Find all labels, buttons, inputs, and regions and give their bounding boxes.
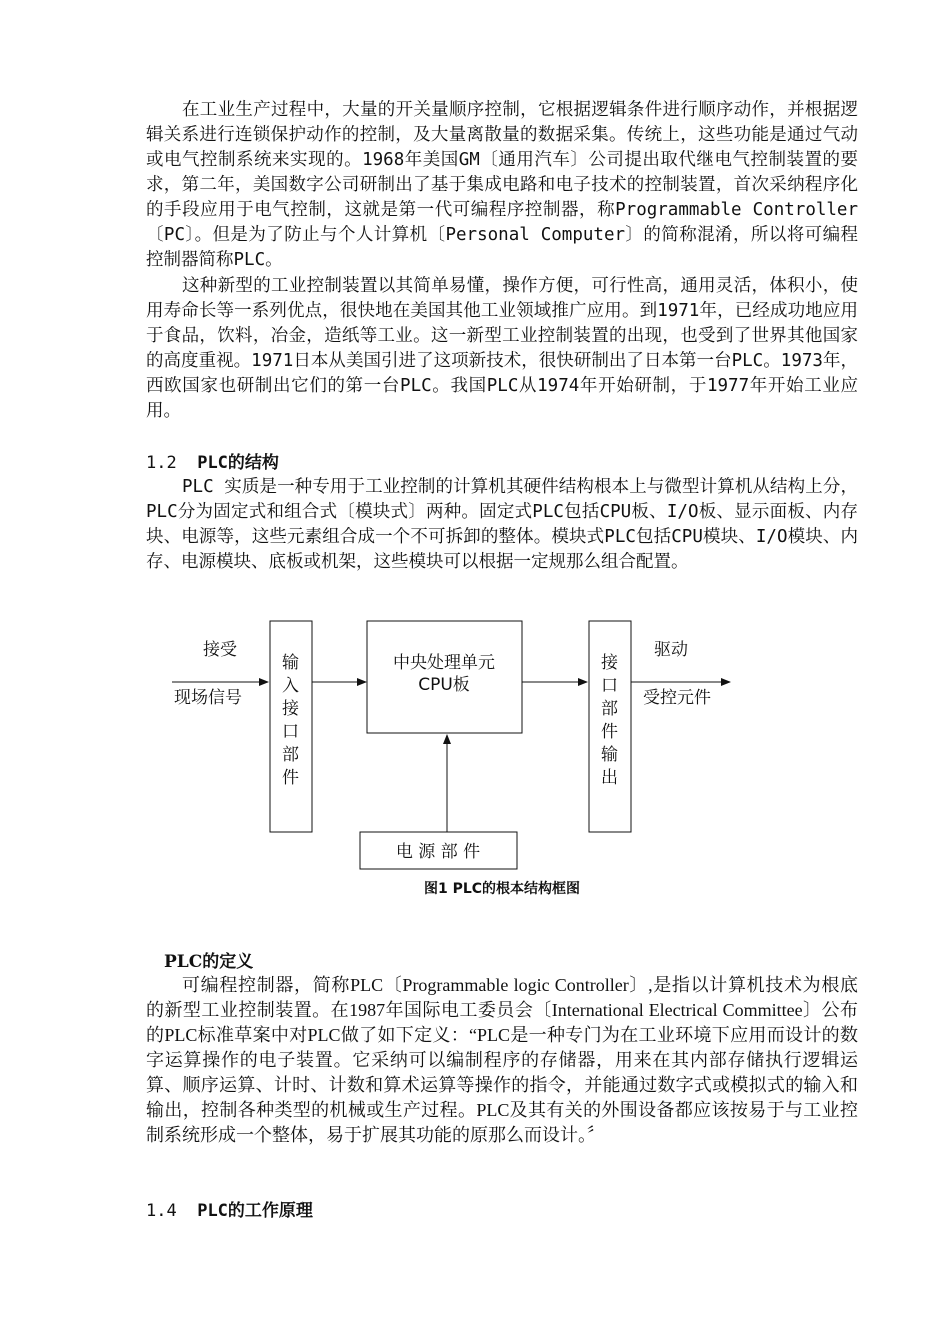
cpu-label-line1: 中央处理单元 bbox=[393, 653, 495, 673]
section-heading-1-4 bbox=[146, 1199, 313, 1223]
svg-text:部: 部 bbox=[282, 745, 299, 765]
svg-text:接: 接 bbox=[601, 653, 618, 673]
svg-text:入: 入 bbox=[282, 676, 299, 696]
input-label-receive: 接受 bbox=[203, 640, 237, 660]
svg-text:件: 件 bbox=[282, 768, 299, 788]
section-title: PLC的结构 bbox=[197, 453, 279, 473]
svg-text:输: 输 bbox=[282, 653, 299, 673]
section-heading-definition bbox=[164, 950, 253, 974]
svg-text:输: 输 bbox=[601, 745, 618, 765]
section-number: 1.2 bbox=[146, 453, 177, 473]
output-label-controlled-element: 受控元件 bbox=[643, 688, 711, 708]
svg-text:件: 件 bbox=[601, 722, 618, 742]
svg-text:口: 口 bbox=[282, 722, 299, 742]
section-title: PLC的工作原理 bbox=[197, 1201, 313, 1221]
svg-text:口: 口 bbox=[601, 676, 618, 696]
output-label-drive: 驱动 bbox=[654, 640, 688, 660]
svg-text:接: 接 bbox=[282, 699, 299, 719]
svg-text:出: 出 bbox=[601, 768, 618, 788]
power-label: 电 源 部 件 bbox=[395, 842, 481, 862]
svg-text:部: 部 bbox=[601, 699, 618, 719]
history-paragraph: 这种新型的工业控制装置以其简单易懂，操作方便，可行性高，通用灵活，体积小，使用寿命长等一系列优点，很快地在美国其他工业领域推广应用。到1971年，已经成功地应用于食品，饮料，冶金，造纸等工业。这一新型工业控制装置的出现，也受到了世界其他国家的高度重视。1971日本从美国引进了这项新技术，很快研制出了日本第一台PLC。1973年，西欧国家也研制出它们的第一台PLC。我国PLC从1974年开始研制，于1977年开始工业应用。 bbox=[146, 276, 858, 421]
definition-paragraph: 可编程控制器，简称PLC〔Programmable logic Controller〕,是指以计算机技术为根底的新型工业控制装置。在1987年国际电工委员会〔International Electrical Committee〕公布的PLC标准草案中对PLC做了如下定义：“PLC是一种专门为在工业环境下应用而设计的数字运算操作的电子装置。它采纳可以编制程序的存储器，用来在其内部存储执行逻辑运算、顺序运算、计时、计数和算术运算等操作的指令，并能通过数字式或模拟式的输入和输出，控制各种类型的机械或生产过程。PLC及其有关的外围设备都应该按易于与工业控制系统形成一个整体，易于扩展其功能的原那么而设计。〞 bbox=[146, 975, 858, 1145]
cpu-label-line2: CPU板 bbox=[418, 675, 470, 695]
section-title: PLC的定义 bbox=[164, 952, 254, 972]
output-interface-label bbox=[601, 653, 618, 788]
section-number: 1.4 bbox=[146, 1201, 177, 1221]
figure-caption: 图1 PLC的根本结构框图 bbox=[423, 881, 581, 897]
structure-paragraph: PLC 实质是一种专用于工业控制的计算机其硬件结构根本上与微型计算机从结构上分，PLC分为固定式和组合式〔模块式〕两种。固定式PLC包括CPU板、I/O板、显示面板、内存块、电源等，这些元素组合成一个不可拆卸的整体。模块式PLC包括CPU模块、I/O模块、内存、电源模块、底板或机架，这些模块可以根据一定规那么组合配置。 bbox=[146, 477, 858, 572]
input-interface-label bbox=[282, 653, 299, 788]
input-label-field-signal: 现场信号 bbox=[174, 688, 242, 708]
intro-paragraph: 在工业生产过程中，大量的开关量顺序控制，它根据逻辑条件进行顺序动作，并根据逻辑关系进行连锁保护动作的控制，及大量离散量的数据采集。传统上，这些功能是通过气动或电气控制系统来实现的。1968年美国GM〔通用汽车〕公司提出取代继电气控制装置的要求，第二年，美国数字公司研制出了基于集成电路和电子技术的控制装置，首次采纳程序化的手段应用于电气控制，这就是第一代可编程序控制器，称Programmable Controller〔PC〕。但是为了防止与个人计算机〔Personal Computer〕的简称混淆，所以将可编程控制器简称PLC。 bbox=[146, 100, 858, 270]
